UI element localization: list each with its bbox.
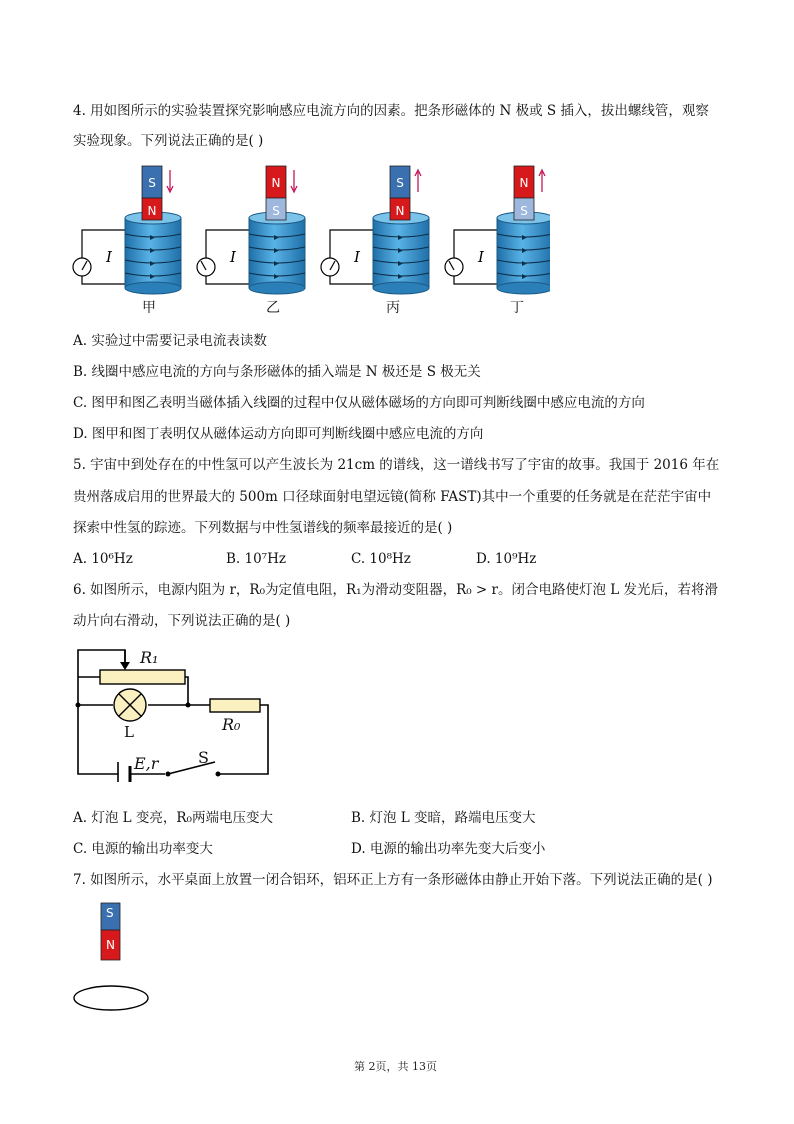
q4-option-d: D. 图甲和图丁表明仅从磁体运动方向即可判断线圈中感应电流的方向 xyxy=(73,426,484,442)
q6-option-d: D. 电源的输出功率先变大后变小 xyxy=(351,841,546,857)
magnet-top-pole: S xyxy=(106,906,114,920)
magnet-top-pole-label: N xyxy=(519,176,529,190)
magnet-top-pole-label: N xyxy=(271,176,281,190)
coil-panel-0 xyxy=(73,166,181,294)
q5-option-b: B. 10⁷Hz xyxy=(226,551,286,567)
r0-resistor xyxy=(210,699,260,712)
q6-option-a: A. 灯泡 L 变亮，R₀两端电压变大 xyxy=(73,810,273,826)
q4-stem-line1: 4. 用如图所示的实验装置探究影响感应电流方向的因素。把条形磁体的 N 极或 S 插入，拔出螺线管，观察 xyxy=(73,103,709,119)
magnet-bottom-pole-label: N xyxy=(395,204,405,218)
page-footer: 第 2页，共 13页 xyxy=(354,1060,437,1073)
q6-option-c: C. 电源的输出功率变大 xyxy=(73,841,213,857)
q4-option-b: B. 线圈中感应电流的方向与条形磁体的插入端是 N 极还是 S 极无关 xyxy=(73,364,481,380)
r1-label: R₁ xyxy=(140,648,159,667)
q4-option-c: C. 图甲和图乙表明当磁体插入线圈的过程中仅从磁体磁场的方向即可判断线圈中感应电流的方向 xyxy=(73,395,645,411)
coil-experiment-diagram xyxy=(70,160,550,320)
panel-label-ding: 丁 xyxy=(510,300,524,316)
r0-label: R₀ xyxy=(222,715,241,734)
magnet-top-pole-label: S xyxy=(148,176,156,190)
panel-label-yi: 乙 xyxy=(266,300,280,316)
current-label: I xyxy=(354,248,360,266)
magnet-bottom-pole: N xyxy=(106,938,115,952)
circuit-diagram xyxy=(70,642,280,782)
magnet-bottom-pole-label: N xyxy=(147,204,157,218)
coil-panel-2 xyxy=(321,166,429,294)
magnet-ring-diagram xyxy=(70,900,160,1015)
source-label: E,r xyxy=(134,754,159,773)
lamp-label: L xyxy=(124,723,134,741)
q4-figure xyxy=(70,160,550,320)
q5-option-c: C. 10⁸Hz xyxy=(351,551,411,567)
magnet-bottom-pole-label: S xyxy=(520,204,528,218)
aluminum-ring xyxy=(74,986,148,1010)
magnet-bottom-pole-label: S xyxy=(272,204,280,218)
q5-stem-line3: 探索中性氢的踪迹。下列数据与中性氢谱线的频率最接近的是( ) xyxy=(73,520,453,536)
q5-stem-line1: 5. 宇宙中到处存在的中性氢可以产生波长为 21cm 的谱线，这一谱线书写了宇宙的故事。我国于 2016 年在 xyxy=(73,457,720,473)
current-label: I xyxy=(106,248,112,266)
q6-option-b: B. 灯泡 L 变暗，路端电压变大 xyxy=(351,810,536,826)
q5-option-d: D. 10⁹Hz xyxy=(476,551,537,567)
q7-figure xyxy=(70,900,160,1015)
q5-option-a: A. 10⁶Hz xyxy=(73,551,133,567)
panel-label-jia: 甲 xyxy=(142,300,156,316)
q4-stem-line2: 实验现象。下列说法正确的是( ) xyxy=(73,133,264,149)
current-label: I xyxy=(230,248,236,266)
q4-option-a: A. 实验过中需要记录电流表读数 xyxy=(73,333,267,349)
q6-stem-line1: 6. 如图所示，电源内阻为 r，R₀为定值电阻，R₁为滑动变阻器，R₀ > r。闭合电路使灯泡 L 发光后，若将滑 xyxy=(73,582,719,598)
galvanometer-icon xyxy=(73,258,91,276)
galvanometer-icon xyxy=(321,258,339,276)
switch-label: S xyxy=(198,748,209,767)
r1-resistor xyxy=(100,670,185,684)
q7-stem-line1: 7. 如图所示，水平桌面上放置一闭合铝环，铝环正上方有一条形磁体由静止开始下落。下列说法正确的是( ) xyxy=(73,872,713,888)
q5-stem-line2: 贵州落成启用的世界最大的 500m 口径球面射电望远镜(简称 FAST)其中一个重要的任务就是在茫茫宇宙中 xyxy=(73,489,712,505)
galvanometer-icon xyxy=(197,258,215,276)
current-label: I xyxy=(478,248,484,266)
q6-circuit-figure xyxy=(70,642,280,782)
coil-panel-1 xyxy=(197,166,305,294)
magnet-top-pole-label: S xyxy=(396,176,404,190)
q6-stem-line2: 动片向右滑动，下列说法正确的是( ) xyxy=(73,613,291,629)
galvanometer-icon xyxy=(445,258,463,276)
coil-panel-3 xyxy=(445,166,550,294)
panel-label-bing: 丙 xyxy=(386,300,400,316)
